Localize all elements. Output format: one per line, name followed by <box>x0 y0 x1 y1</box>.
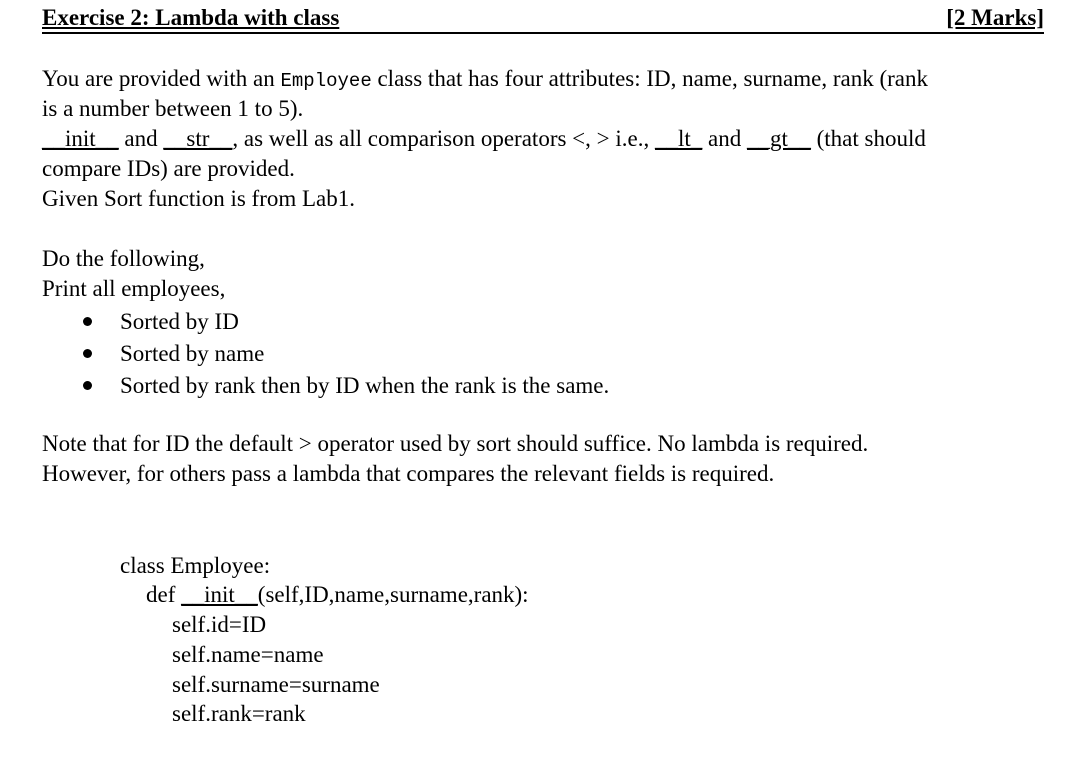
intro-text: and <box>702 126 747 151</box>
code-line-6: self.rank=rank <box>172 701 306 726</box>
lt-method-name: __lt_ <box>654 126 703 151</box>
intro-text: class that has four attributes: ID, name, surname, rank (rank <box>371 66 929 91</box>
list-item <box>120 370 609 402</box>
note-line-2: However, for others pass a lambda that compares the relevant fields is required. <box>42 461 775 486</box>
note-line-1: Note that for ID the default > operator used by sort should suffice. No lambda is required. <box>42 431 869 456</box>
init-method-name: __init__ <box>42 126 119 151</box>
employee-code-word: Employee <box>280 70 372 92</box>
code-line-1: class Employee: <box>120 553 271 578</box>
code-line-3: self.id=ID <box>172 612 267 637</box>
intro-text: (that should <box>810 126 926 151</box>
bullet-icon <box>83 349 92 358</box>
code-line-5: self.surname=surname <box>172 672 380 697</box>
intro-text: , as well as all comparison operators <, > i.e., <box>232 126 655 151</box>
code-init-name: __init__ <box>181 582 258 607</box>
code-text: (self,ID,name,surname,rank): <box>257 582 529 607</box>
task-line-1: Do the following, <box>42 246 205 271</box>
exercise-marks: [2 Marks] <box>946 5 1044 30</box>
gt-method-name: __gt__ <box>746 126 811 151</box>
intro-line-3 <box>42 124 1052 154</box>
list-item <box>120 306 609 338</box>
bullet-text: Sorted by rank then by ID when the rank is the same. <box>120 373 610 398</box>
task-bullet-list <box>120 306 609 402</box>
bullet-text: Sorted by ID <box>120 309 239 334</box>
exercise-heading <box>42 4 1044 34</box>
list-item <box>120 338 609 370</box>
bullet-text: Sorted by name <box>120 341 265 366</box>
intro-line-4: compare IDs) are provided. <box>42 156 295 181</box>
code-line-2 <box>146 580 529 610</box>
bullet-icon <box>83 381 92 390</box>
bullet-icon <box>83 317 92 326</box>
intro-text: and <box>118 126 164 151</box>
intro-line-5: Given Sort function is from Lab1. <box>42 186 356 211</box>
str-method-name: __str__ <box>163 126 233 151</box>
intro-text: You are provided with an <box>42 66 281 91</box>
exercise-title: Exercise 2: Lambda with class <box>42 5 340 30</box>
code-line-4: self.name=name <box>172 642 324 667</box>
intro-line-1 <box>42 64 1052 96</box>
task-line-2: Print all employees, <box>42 276 226 301</box>
code-text: def <box>146 582 182 607</box>
intro-line-2: is a number between 1 to 5). <box>42 96 304 121</box>
